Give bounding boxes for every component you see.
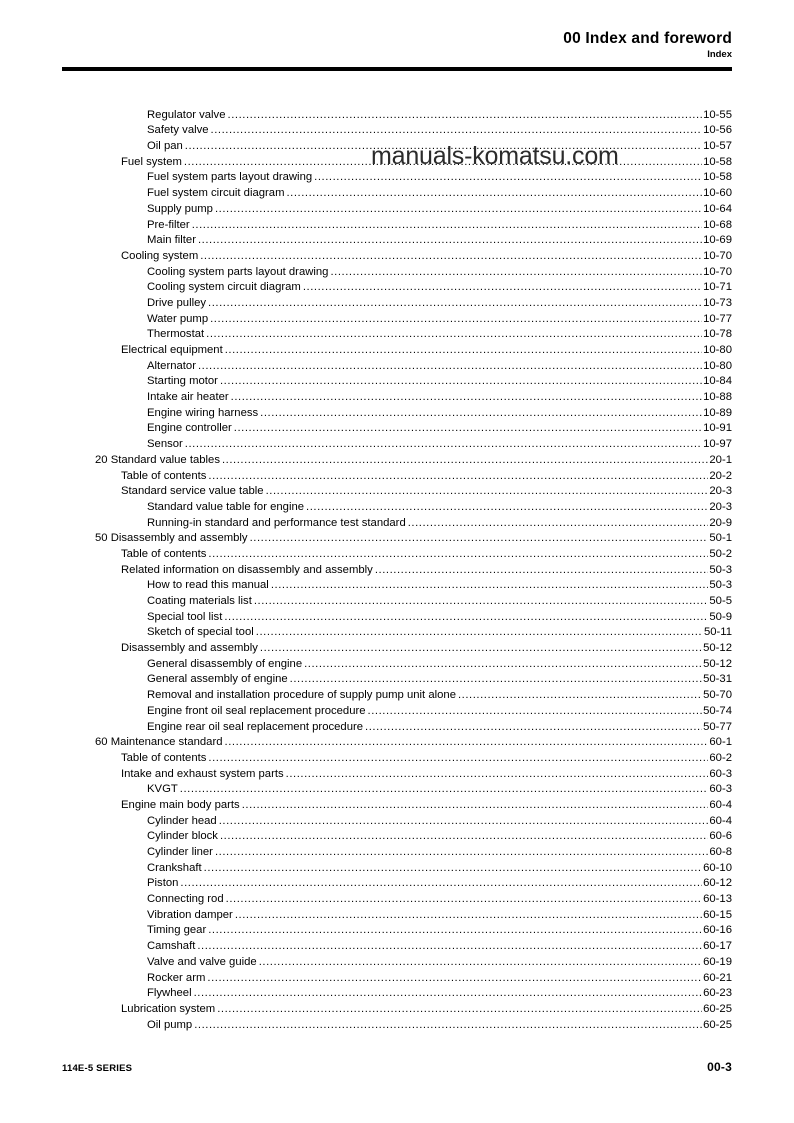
toc-entry-page-number: 10-60 <box>703 187 732 200</box>
toc-entry-label: Cylinder block <box>147 830 218 843</box>
toc-leader-dots <box>260 407 702 420</box>
toc-leader-dots <box>208 924 702 937</box>
toc-entry-page-number: 50-3 <box>709 579 732 592</box>
toc-entry-page-number: 60-23 <box>703 987 732 1000</box>
toc-leader-dots <box>194 1019 702 1032</box>
toc-entry-page-number: 50-12 <box>703 642 732 655</box>
toc-entry-label: Running-in standard and performance test standard <box>147 516 406 529</box>
toc-leader-dots <box>215 203 702 216</box>
watermark-text: manuals-komatsu.com <box>371 142 619 170</box>
toc-entry[interactable] <box>62 232 732 248</box>
toc-leader-dots <box>330 266 702 279</box>
toc-entry-label: Special tool list <box>147 610 223 623</box>
toc-entry-page-number: 20-2 <box>709 469 732 482</box>
toc-entry-label: Water pump <box>147 312 209 325</box>
toc-entry-page-number: 50-9 <box>709 610 732 623</box>
toc-entry-page-number: 10-58 <box>703 171 732 184</box>
toc-entry[interactable] <box>62 906 732 922</box>
toc-leader-dots <box>207 972 702 985</box>
toc-entry[interactable] <box>62 420 732 436</box>
toc-entry-page-number: 60-25 <box>703 1002 732 1015</box>
toc-entry-page-number: 10-70 <box>703 249 732 262</box>
toc-entry[interactable] <box>62 608 732 624</box>
toc-entry[interactable] <box>62 1016 732 1032</box>
toc-entry-label: Cylinder head <box>147 814 217 827</box>
toc-entry-page-number: 10-71 <box>703 281 732 294</box>
table-of-contents <box>62 106 732 1032</box>
toc-entry-page-number: 10-55 <box>703 108 732 121</box>
toc-entry-label: Electrical equipment <box>121 344 223 356</box>
toc-entry[interactable] <box>62 639 732 655</box>
toc-entry-label: Cooling system circuit diagram <box>147 281 301 294</box>
toc-entry-label: Cylinder liner <box>147 846 213 858</box>
toc-entry[interactable] <box>62 686 732 702</box>
toc-entry-label: Alternator <box>147 359 196 372</box>
toc-leader-dots <box>260 642 702 655</box>
toc-entry[interactable] <box>62 624 732 640</box>
toc-leader-dots <box>200 250 702 263</box>
toc-entry-page-number: 10-77 <box>703 312 732 325</box>
toc-entry-label: Safety valve <box>147 124 209 137</box>
toc-leader-dots <box>198 360 702 373</box>
page-header <box>62 30 732 61</box>
toc-entry-page-number: 50-31 <box>703 673 732 686</box>
page-header-title: 00 Index and foreword <box>563 30 732 47</box>
toc-entry-label: Standard value table for engine <box>147 500 305 513</box>
toc-entry-page-number: 10-78 <box>703 328 732 341</box>
toc-entry-label: Valve and valve guide <box>147 955 257 968</box>
toc-leader-dots <box>225 344 702 357</box>
toc-leader-dots <box>220 830 708 843</box>
toc-entry[interactable] <box>62 859 732 875</box>
toc-entry-page-number: 10-91 <box>703 422 732 435</box>
toc-leader-dots <box>180 783 709 796</box>
toc-entry-label: Supply pump <box>147 202 213 215</box>
toc-entry-label: Intake air heater <box>147 391 229 404</box>
toc-entry[interactable] <box>62 106 732 122</box>
toc-entry-page-number: 10-84 <box>703 375 732 388</box>
toc-entry-label: Crankshaft <box>147 861 202 874</box>
toc-leader-dots <box>198 234 702 247</box>
toc-entry[interactable] <box>62 200 732 216</box>
toc-entry[interactable] <box>62 216 732 232</box>
toc-entry-label: Oil pan <box>147 140 183 153</box>
toc-entry[interactable] <box>62 545 732 561</box>
toc-leader-dots <box>286 187 702 200</box>
toc-entry-page-number: 50-5 <box>709 595 732 607</box>
toc-entry[interactable] <box>62 326 732 342</box>
toc-leader-dots <box>256 626 703 639</box>
toc-entry-page-number: 10-80 <box>703 344 732 356</box>
toc-entry-page-number: 10-58 <box>703 155 732 168</box>
toc-entry[interactable] <box>62 451 732 467</box>
toc-leader-dots <box>375 564 709 577</box>
toc-entry-page-number: 60-10 <box>703 861 732 874</box>
toc-leader-dots <box>206 328 702 341</box>
toc-entry[interactable] <box>62 592 732 608</box>
toc-entry-page-number: 50-74 <box>703 704 732 717</box>
toc-entry-page-number: 60-21 <box>703 971 732 984</box>
toc-leader-dots <box>235 909 702 922</box>
toc-leader-dots <box>271 579 709 592</box>
toc-leader-dots <box>192 219 702 232</box>
toc-entry-label: 20 Standard value tables <box>95 453 220 466</box>
toc-leader-dots <box>290 673 702 686</box>
toc-leader-dots <box>222 454 708 467</box>
toc-entry[interactable] <box>62 341 732 357</box>
toc-entry-label: Engine main body parts <box>121 798 240 811</box>
toc-entry[interactable] <box>62 969 732 985</box>
toc-leader-dots <box>368 705 703 718</box>
toc-entry-page-number: 50-70 <box>703 689 732 702</box>
toc-leader-dots <box>197 940 702 953</box>
toc-entry-label: Timing gear <box>147 924 207 937</box>
toc-entry-label: Disassembly and assembly <box>121 642 258 655</box>
toc-entry-page-number: 50-3 <box>709 563 732 576</box>
toc-leader-dots <box>185 438 702 451</box>
toc-entry[interactable] <box>62 655 732 671</box>
toc-entry-page-number: 50-11 <box>703 626 732 639</box>
toc-entry[interactable] <box>62 388 732 404</box>
toc-entry-page-number: 10-57 <box>703 140 732 153</box>
toc-leader-dots <box>224 611 708 624</box>
toc-entry-page-number: 60-12 <box>703 877 732 890</box>
toc-entry-page-number: 10-68 <box>703 218 732 231</box>
toc-entry-page-number: 10-73 <box>703 296 732 309</box>
toc-entry-label: Rocker arm <box>147 971 206 984</box>
toc-entry[interactable] <box>62 467 732 483</box>
toc-entry-label: Flywheel <box>147 987 192 1000</box>
toc-entry-page-number: 10-88 <box>703 391 732 404</box>
toc-entry-page-number: 60-3 <box>709 767 732 780</box>
toc-leader-dots <box>208 470 708 483</box>
toc-entry-label: Main filter <box>147 234 196 247</box>
footer-page-number: 00-3 <box>707 1060 732 1074</box>
toc-entry-label: Drive pulley <box>147 296 207 309</box>
toc-leader-dots <box>408 517 709 530</box>
toc-entry[interactable] <box>62 922 732 938</box>
toc-entry[interactable] <box>62 953 732 969</box>
toc-entry-page-number: 60-4 <box>709 814 732 827</box>
toc-entry-label: Pre-filter <box>147 218 190 231</box>
toc-entry[interactable] <box>62 404 732 420</box>
toc-entry[interactable] <box>62 781 732 797</box>
toc-entry[interactable] <box>62 310 732 326</box>
toc-entry-label: How to read this manual <box>147 579 269 592</box>
toc-leader-dots <box>250 532 709 545</box>
toc-entry-label: Engine controller <box>147 422 232 435</box>
toc-entry-page-number: 60-1 <box>709 736 732 749</box>
toc-entry-page-number: 20-3 <box>709 485 732 498</box>
toc-entry-page-number: 10-69 <box>703 234 732 247</box>
toc-entry[interactable] <box>62 828 732 844</box>
toc-entry[interactable] <box>62 263 732 279</box>
toc-entry-page-number: 60-13 <box>703 893 732 906</box>
toc-leader-dots <box>211 124 703 137</box>
toc-entry[interactable] <box>62 122 732 138</box>
toc-entry[interactable] <box>62 561 732 577</box>
toc-entry-label: Intake and exhaust system parts <box>121 767 284 780</box>
toc-entry-page-number: 20-1 <box>709 453 732 466</box>
toc-entry[interactable] <box>62 184 732 200</box>
toc-entry-label: Engine wiring harness <box>147 406 259 419</box>
toc-leader-dots <box>208 752 708 765</box>
toc-leader-dots <box>217 1003 702 1016</box>
toc-leader-dots <box>219 815 709 828</box>
toc-entry-label: Vibration damper <box>147 908 233 921</box>
toc-entry[interactable] <box>62 357 732 373</box>
toc-entry[interactable] <box>62 843 732 859</box>
toc-leader-dots <box>194 987 703 1000</box>
toc-entry-label: Sensor <box>147 438 183 451</box>
toc-entry-label: Removal and installation procedure of supply pump unit alone <box>147 689 456 702</box>
toc-leader-dots <box>225 736 709 749</box>
toc-entry[interactable] <box>62 985 732 1001</box>
toc-entry-label: Table of contents <box>121 547 207 560</box>
toc-entry-page-number: 10-64 <box>703 202 732 215</box>
toc-leader-dots <box>286 768 709 781</box>
page-footer <box>62 1060 732 1074</box>
toc-entry-label: Table of contents <box>121 751 207 764</box>
toc-entry[interactable] <box>62 890 732 906</box>
toc-entry-page-number: 60-8 <box>709 846 732 858</box>
toc-entry-label: General assembly of engine <box>147 673 288 686</box>
toc-entry-page-number: 50-12 <box>703 657 732 670</box>
toc-entry-label: Thermostat <box>147 328 205 341</box>
toc-leader-dots <box>365 721 702 734</box>
toc-entry-page-number: 60-15 <box>703 908 732 921</box>
toc-entry[interactable] <box>62 671 732 687</box>
toc-leader-dots <box>304 658 702 671</box>
toc-leader-dots <box>259 956 702 969</box>
toc-entry[interactable] <box>62 937 732 953</box>
toc-entry[interactable] <box>62 812 732 828</box>
toc-entry-page-number: 10-80 <box>703 359 732 372</box>
toc-entry-page-number: 60-17 <box>703 940 732 953</box>
toc-entry-label: Coating materials list <box>147 595 252 607</box>
footer-series-label: 114E-5 SERIES <box>62 1063 133 1074</box>
toc-entry-page-number: 60-6 <box>709 830 732 843</box>
toc-leader-dots <box>180 877 702 890</box>
toc-entry-label: Piston <box>147 877 179 890</box>
toc-entry-page-number: 60-19 <box>703 955 732 968</box>
toc-entry[interactable] <box>62 796 732 812</box>
toc-entry-page-number: 50-2 <box>709 547 732 560</box>
toc-leader-dots <box>254 595 709 608</box>
toc-entry-page-number: 10-56 <box>703 124 732 137</box>
toc-entry[interactable] <box>62 294 732 310</box>
toc-leader-dots <box>234 422 702 435</box>
toc-entry-page-number: 10-89 <box>703 406 732 419</box>
toc-entry-label: Cooling system parts layout drawing <box>147 265 329 278</box>
toc-entry-label: KVGT <box>147 783 178 796</box>
toc-leader-dots <box>242 799 709 812</box>
toc-leader-dots <box>215 846 708 859</box>
toc-entry[interactable] <box>62 498 732 514</box>
toc-entry[interactable] <box>62 483 732 499</box>
toc-entry-label: Engine rear oil seal replacement procedure <box>147 720 364 733</box>
toc-entry-page-number: 60-4 <box>709 798 732 811</box>
toc-leader-dots <box>306 501 708 514</box>
toc-entry[interactable] <box>62 734 732 750</box>
toc-entry-page-number: 60-2 <box>709 751 732 764</box>
toc-leader-dots <box>208 548 708 561</box>
toc-entry-label: Sketch of special tool <box>147 626 254 639</box>
toc-entry[interactable] <box>62 749 732 765</box>
toc-entry[interactable] <box>62 765 732 781</box>
toc-leader-dots <box>231 391 702 404</box>
toc-entry-label: Engine front oil seal replacement procedure <box>147 704 366 717</box>
toc-entry-page-number: 50-77 <box>703 720 732 733</box>
toc-entry-label: Oil pump <box>147 1018 193 1031</box>
toc-leader-dots <box>303 281 702 294</box>
toc-entry[interactable] <box>62 702 732 718</box>
toc-entry[interactable] <box>62 514 732 530</box>
toc-entry[interactable] <box>62 279 732 295</box>
toc-leader-dots <box>210 313 702 326</box>
toc-entry-page-number: 60-3 <box>709 783 732 796</box>
toc-entry[interactable] <box>62 247 732 263</box>
toc-leader-dots <box>220 375 702 388</box>
toc-entry[interactable] <box>62 875 732 891</box>
toc-leader-dots <box>266 485 709 498</box>
toc-entry[interactable] <box>62 1000 732 1016</box>
toc-entry[interactable] <box>62 530 732 546</box>
toc-entry-label: Fuel system parts layout drawing <box>147 171 313 184</box>
toc-entry-label: Related information on disassembly and assembly <box>121 563 373 576</box>
toc-entry-label: Connecting rod <box>147 893 224 906</box>
toc-entry-page-number: 20-9 <box>709 516 732 529</box>
toc-entry[interactable] <box>62 435 732 451</box>
toc-entry-page-number: 50-1 <box>709 532 732 545</box>
toc-entry-page-number: 10-97 <box>703 438 732 451</box>
toc-entry-label: General disassembly of engine <box>147 657 303 670</box>
toc-entry[interactable] <box>62 718 732 734</box>
toc-entry-label: 60 Maintenance standard <box>95 736 223 749</box>
toc-entry-label: Fuel system <box>121 155 182 168</box>
toc-leader-dots <box>314 171 702 184</box>
toc-entry-label: 50 Disassembly and assembly <box>95 532 248 545</box>
toc-entry-page-number: 10-70 <box>703 265 732 278</box>
toc-entry-page-number: 60-16 <box>703 924 732 937</box>
toc-leader-dots <box>226 893 702 906</box>
toc-entry[interactable] <box>62 577 732 593</box>
toc-entry-label: Table of contents <box>121 469 207 482</box>
toc-entry-label: Starting motor <box>147 375 218 388</box>
toc-entry[interactable] <box>62 373 732 389</box>
toc-entry-page-number: 60-25 <box>703 1018 732 1031</box>
toc-entry-label: Regulator valve <box>147 108 226 121</box>
toc-entry-label: Camshaft <box>147 940 196 953</box>
toc-entry-page-number: 20-3 <box>709 500 732 513</box>
toc-entry-label: Lubrication system <box>121 1002 216 1015</box>
toc-entry-label: Fuel system circuit diagram <box>147 187 285 200</box>
toc-entry-label: Standard service value table <box>121 485 264 498</box>
toc-entry[interactable] <box>62 169 732 185</box>
page-header-subtitle: Index <box>707 49 732 60</box>
toc-leader-dots <box>204 862 702 875</box>
toc-leader-dots <box>208 297 702 310</box>
header-divider-rule <box>62 67 732 71</box>
toc-entry-label: Cooling system <box>121 249 199 262</box>
toc-leader-dots <box>458 689 702 702</box>
toc-leader-dots <box>228 109 703 122</box>
